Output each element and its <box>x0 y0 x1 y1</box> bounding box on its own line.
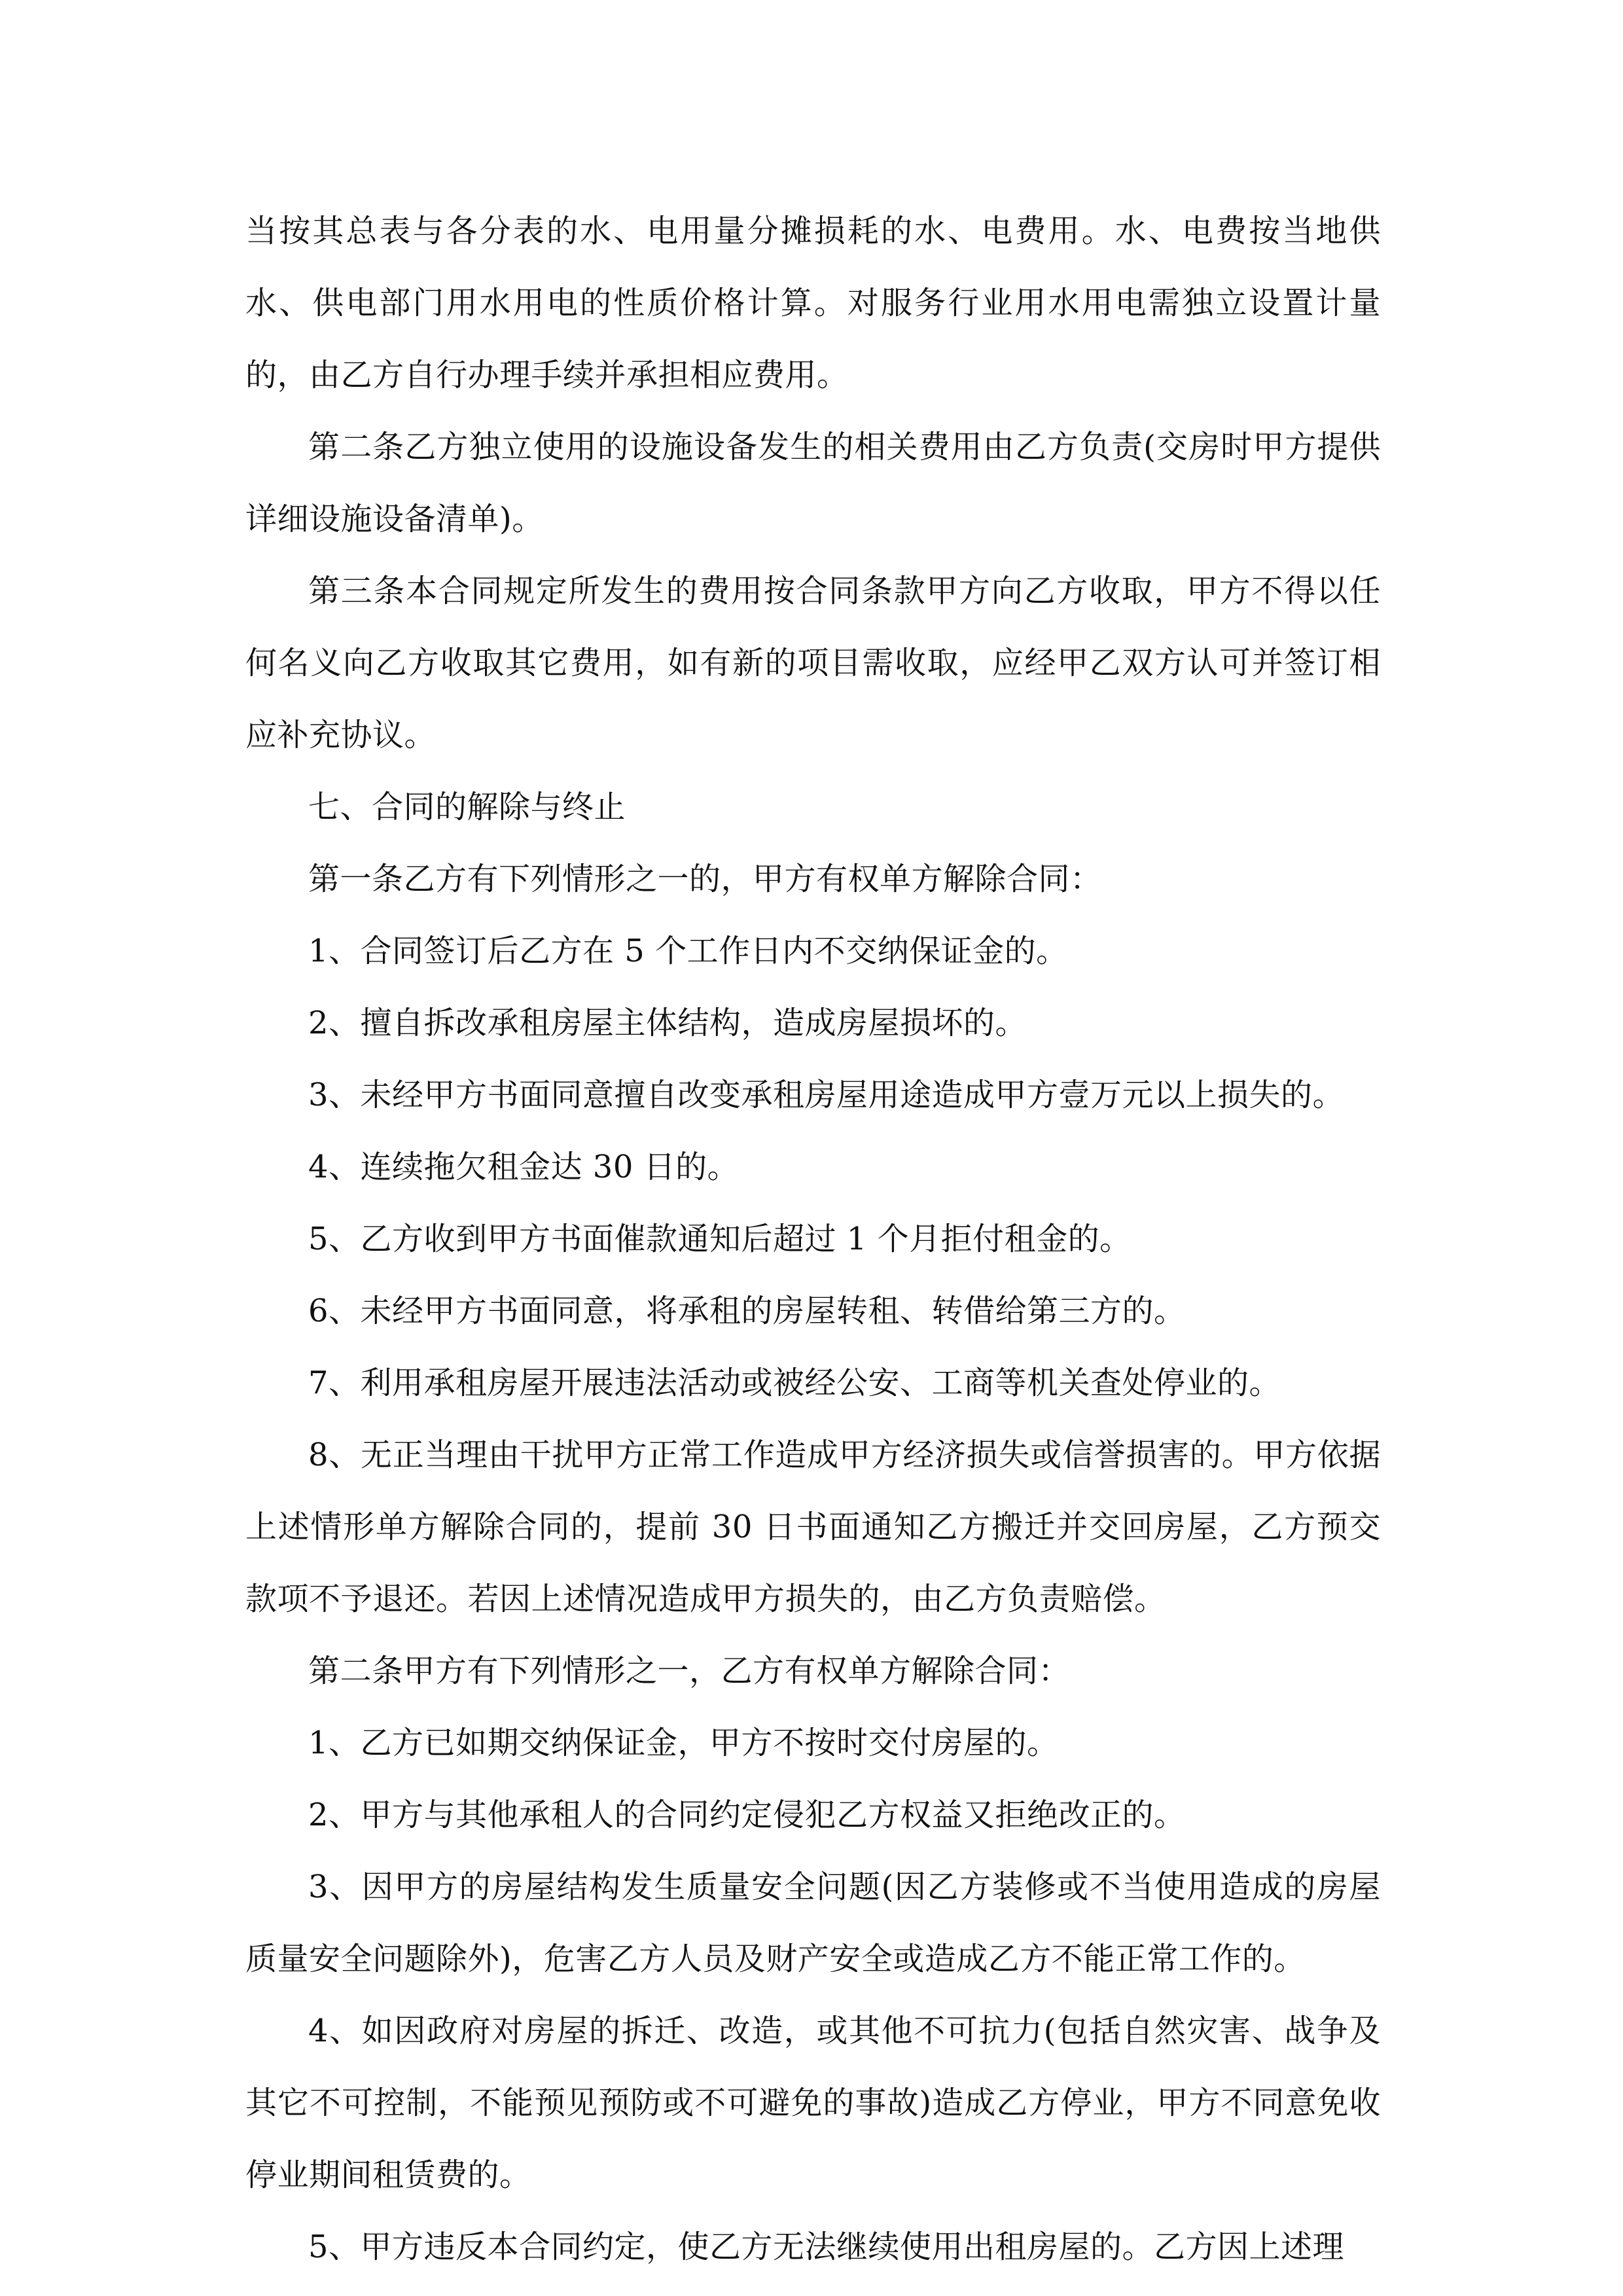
paragraph: 当按其总表与各分表的水、电用量分摊损耗的水、电费用。水、电费按当地供水、供电部门用水用电的性质价格计算。对服务行业用水用电需独立设置计量的，由乙方自行办理手续并承担相应费用。 <box>245 213 1381 393</box>
list-item: 1、合同签订后乙方在 5 个工作日内不交纳保证金的。 <box>308 933 1068 969</box>
list-item: 7、利用承租房屋开展违法活动或被经公安、工商等机关查处停业的。 <box>308 1365 1281 1401</box>
list-item: 4、连续拖欠租金达 30 日的。 <box>308 1149 740 1185</box>
list-item: 3、因甲方的房屋结构发生质量安全问题(因乙方装修或不当使用造成的房屋质量安全问题除外)，危害乙方人员及财产安全或造成乙方不能正常工作的。 <box>245 1869 1381 1977</box>
list-item: 3、未经甲方书面同意擅自改变承租房屋用途造成甲方壹万元以上损失的。 <box>308 1077 1345 1113</box>
paragraph: 第二条甲方有下列情形之一，乙方有权单方解除合同： <box>308 1653 1071 1689</box>
list-item: 5、乙方收到甲方书面催款通知后超过 1 个月拒付租金的。 <box>308 1221 1132 1257</box>
list-item: 5、甲方违反本合同约定，使乙方无法继续使用出租房屋的。乙方因上述理 <box>308 2229 1345 2265</box>
paragraph: 第二条乙方独立使用的设施设备发生的相关费用由乙方负责(交房时甲方提供详细设施设备清单)。 <box>245 429 1381 537</box>
list-item: 2、甲方与其他承租人的合同约定侵犯乙方权益又拒绝改正的。 <box>308 1797 1186 1833</box>
paragraph: 第一条乙方有下列情形之一的，甲方有权单方解除合同： <box>308 861 1102 897</box>
list-item: 8、无正当理由干扰甲方正常工作造成甲方经济损失或信誉损害的。甲方依据上述情形单方解除合同的，提前 30 日书面通知乙方搬迁并交回房屋，乙方预交款项不予退还。若因上述情况造成甲方损失的，由乙方负责赔偿。 <box>245 1437 1381 1617</box>
document-body <box>245 195 1381 2283</box>
list-item: 4、如因政府对房屋的拆迁、改造，或其他不可抗力(包括自然灾害、战争及其它不可控制，不能预见预防或不可避免的事故)造成乙方停业，甲方不同意免收停业期间租赁费的。 <box>245 2013 1381 2193</box>
list-item: 2、擅自拆改承租房屋主体结构，造成房屋损坏的。 <box>308 1005 1027 1041</box>
list-item: 1、乙方已如期交纳保证金，甲方不按时交付房屋的。 <box>308 1725 1059 1761</box>
section-heading: 七、合同的解除与终止 <box>308 789 626 825</box>
paragraph: 第三条本合同规定所发生的费用按合同条款甲方向乙方收取，甲方不得以任何名义向乙方收取其它费用，如有新的项目需收取，应经甲乙双方认可并签订相应补充协议。 <box>245 573 1381 753</box>
list-item: 6、未经甲方书面同意，将承租的房屋转租、转借给第三方的。 <box>308 1293 1186 1329</box>
